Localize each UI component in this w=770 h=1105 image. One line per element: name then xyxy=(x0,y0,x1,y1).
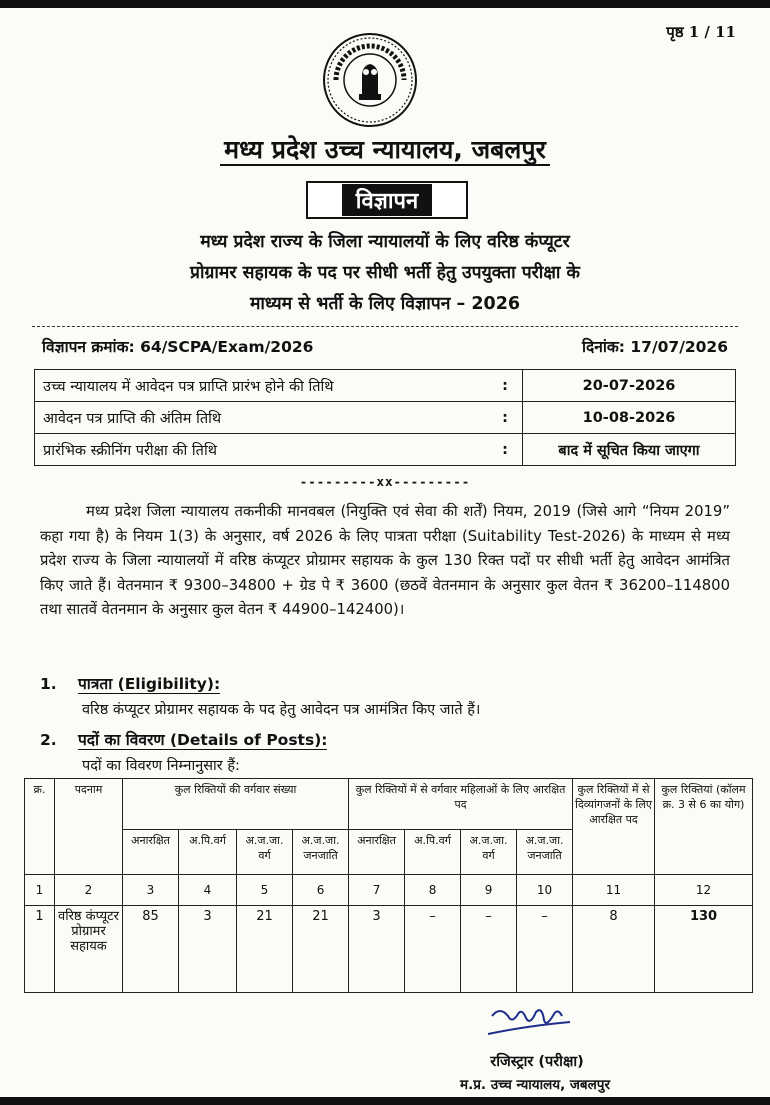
column-number: 1 xyxy=(25,875,55,906)
column-number: 4 xyxy=(179,875,237,906)
cell-value: 3 xyxy=(179,906,237,993)
advertisement-label: विज्ञापन xyxy=(306,181,468,219)
col-group-total-vacancies: कुल रिक्तियों की वर्गवार संख्या xyxy=(123,779,349,830)
section-heading-posts xyxy=(40,728,327,750)
col-subheader: अ.ज.जा. जनजाति xyxy=(293,830,349,875)
section-title: पात्रता (Eligibility): xyxy=(78,675,221,693)
cell-value: 21 xyxy=(293,906,349,993)
subject-line: मध्य प्रदेश राज्य के जिला न्यायालयों के लिए वरिष्ठ कंप्यूटर xyxy=(200,232,570,252)
table-row xyxy=(35,370,736,402)
reference-row xyxy=(42,335,728,357)
col-subheader: अ.पि.वर्ग xyxy=(179,830,237,875)
column-number: 5 xyxy=(237,875,293,906)
cell-value: – xyxy=(405,906,461,993)
divider-line xyxy=(32,326,738,327)
subject-line: माध्यम से भर्ती के लिए विज्ञापन – 2026 xyxy=(249,294,521,314)
signatory-office: म.प्र. उच्च न्यायालय, जबलपुर xyxy=(460,1077,610,1093)
handwritten-signature xyxy=(486,1004,572,1044)
intro-paragraph: मध्य प्रदेश जिला न्यायालय तकनीकी मानवबल (नियुक्ति एवं सेवा की शर्तें) नियम, 2019 (जिसे आगे “नियम 2019” कहा गया है) के नियम 1(3) के अनुसार, वर्ष 2026 के लिए पात्रता परीक्षा (Suitability Test-2026) के माध्यम से मध्य प्रदेश राज्य के जिला न्यायालयों में वरिष्ठ कंप्यूटर प्रोग्रामर सहायक के कुल 130 रिक्त पदों पर सीधी भर्ती हेतु आवेदन आमंत्रित किए जाते हैं। वेतनमान ₹ 9300–34800 + ग्रेड पे ₹ 3600 (छठवें वेतनमान के अनुसार कुल वेतन ₹ 36200–114800 तथा सातवें वेतनमान के अनुसार कुल वेतन ₹ 44900–142400)। xyxy=(40,503,730,618)
col-group-women-reserved: कुल रिक्तियों में से वर्गवार महिलाओं के लिए आरक्षित पद xyxy=(349,779,573,830)
section-number: 1. xyxy=(40,675,57,693)
important-dates-table xyxy=(34,369,736,466)
table-row xyxy=(35,434,736,466)
posts-intro-text: पदों का विवरण निम्नानुसार हैं: xyxy=(82,758,240,774)
table-row xyxy=(25,906,753,993)
col-subheader: अ.पि.वर्ग xyxy=(405,830,461,875)
column-number: 11 xyxy=(573,875,655,906)
cell-value: – xyxy=(461,906,517,993)
column-number: 12 xyxy=(655,875,753,906)
advertisement-page xyxy=(0,8,770,1097)
cell-value: 3 xyxy=(349,906,405,993)
column-number: 6 xyxy=(293,875,349,906)
cell-sno: 1 xyxy=(25,906,55,993)
advertisement-date: दिनांक: 17/07/2026 xyxy=(582,338,728,356)
column-number-row xyxy=(25,875,753,906)
col-header-post: पदनाम xyxy=(55,779,123,875)
column-number: 7 xyxy=(349,875,405,906)
court-title: मध्य प्रदेश उच्च न्यायालय, जबलपुर xyxy=(0,132,770,166)
col-subheader: अ.ज.जा. वर्ग xyxy=(461,830,517,875)
cell-post-name: वरिष्ठ कंप्यूटर प्रोग्रामर सहायक xyxy=(55,906,123,993)
section-number: 2. xyxy=(40,731,57,749)
date-separator: : xyxy=(488,370,523,402)
col-subheader: अनारक्षित xyxy=(349,830,405,875)
date-label: प्रारंभिक स्क्रीनिंग परीक्षा की तिथि xyxy=(35,434,489,466)
section-title: पदों का विवरण (Details of Posts): xyxy=(78,731,328,749)
date-separator: : xyxy=(488,402,523,434)
cell-total: 130 xyxy=(655,906,753,993)
advertisement-subject xyxy=(40,227,730,320)
column-number: 10 xyxy=(517,875,573,906)
date-value: 20-07-2026 xyxy=(523,370,736,402)
column-number: 9 xyxy=(461,875,517,906)
col-subheader: अ.ज.जा. जनजाति xyxy=(517,830,573,875)
column-number: 8 xyxy=(405,875,461,906)
advertisement-number: विज्ञापन क्रमांक: 64/SCPA/Exam/2026 xyxy=(42,338,314,356)
date-value: बाद में सूचित किया जाएगा xyxy=(523,434,736,466)
date-separator: : xyxy=(488,434,523,466)
court-seal-emblem xyxy=(322,32,418,128)
col-header-divyang: कुल रिक्तियों में से दिव्यांगजनों के लिए आरक्षित पद xyxy=(573,779,655,875)
table-row xyxy=(35,402,736,434)
page-number: पृष्ठ 1 / 11 xyxy=(666,23,736,41)
column-number: 3 xyxy=(123,875,179,906)
cell-value: 8 xyxy=(573,906,655,993)
signatory-title: रजिस्ट्रार (परीक्षा) xyxy=(490,1054,584,1070)
col-header-total: कुल रिक्तियां (कॉलम क्र. 3 से 6 का योग) xyxy=(655,779,753,875)
cell-value: – xyxy=(517,906,573,993)
posts-details-table xyxy=(24,778,753,993)
col-subheader: अ.ज.जा. वर्ग xyxy=(237,830,293,875)
eligibility-text: वरिष्ठ कंप्यूटर प्रोग्रामर सहायक के पद हेतु आवेदन पत्र आमंत्रित किए जाते हैं। xyxy=(82,702,481,718)
table-header-row xyxy=(25,779,753,830)
column-number: 2 xyxy=(55,875,123,906)
cell-value: 21 xyxy=(237,906,293,993)
col-subheader: अनारक्षित xyxy=(123,830,179,875)
col-header-sno: क्र. xyxy=(25,779,55,875)
cell-value: 85 xyxy=(123,906,179,993)
section-heading-eligibility xyxy=(40,672,220,694)
date-label: आवेदन पत्र प्राप्ति की अंतिम तिथि xyxy=(35,402,489,434)
section-divider: ---------xx--------- xyxy=(299,474,471,489)
date-label: उच्च न्यायालय में आवेदन पत्र प्राप्ति प्रारंभ होने की तिथि xyxy=(35,370,489,402)
subject-line: प्रोग्रामर सहायक के पद पर सीधी भर्ती हेतु उपयुक्ता परीक्षा के xyxy=(190,263,580,283)
date-value: 10-08-2026 xyxy=(523,402,736,434)
